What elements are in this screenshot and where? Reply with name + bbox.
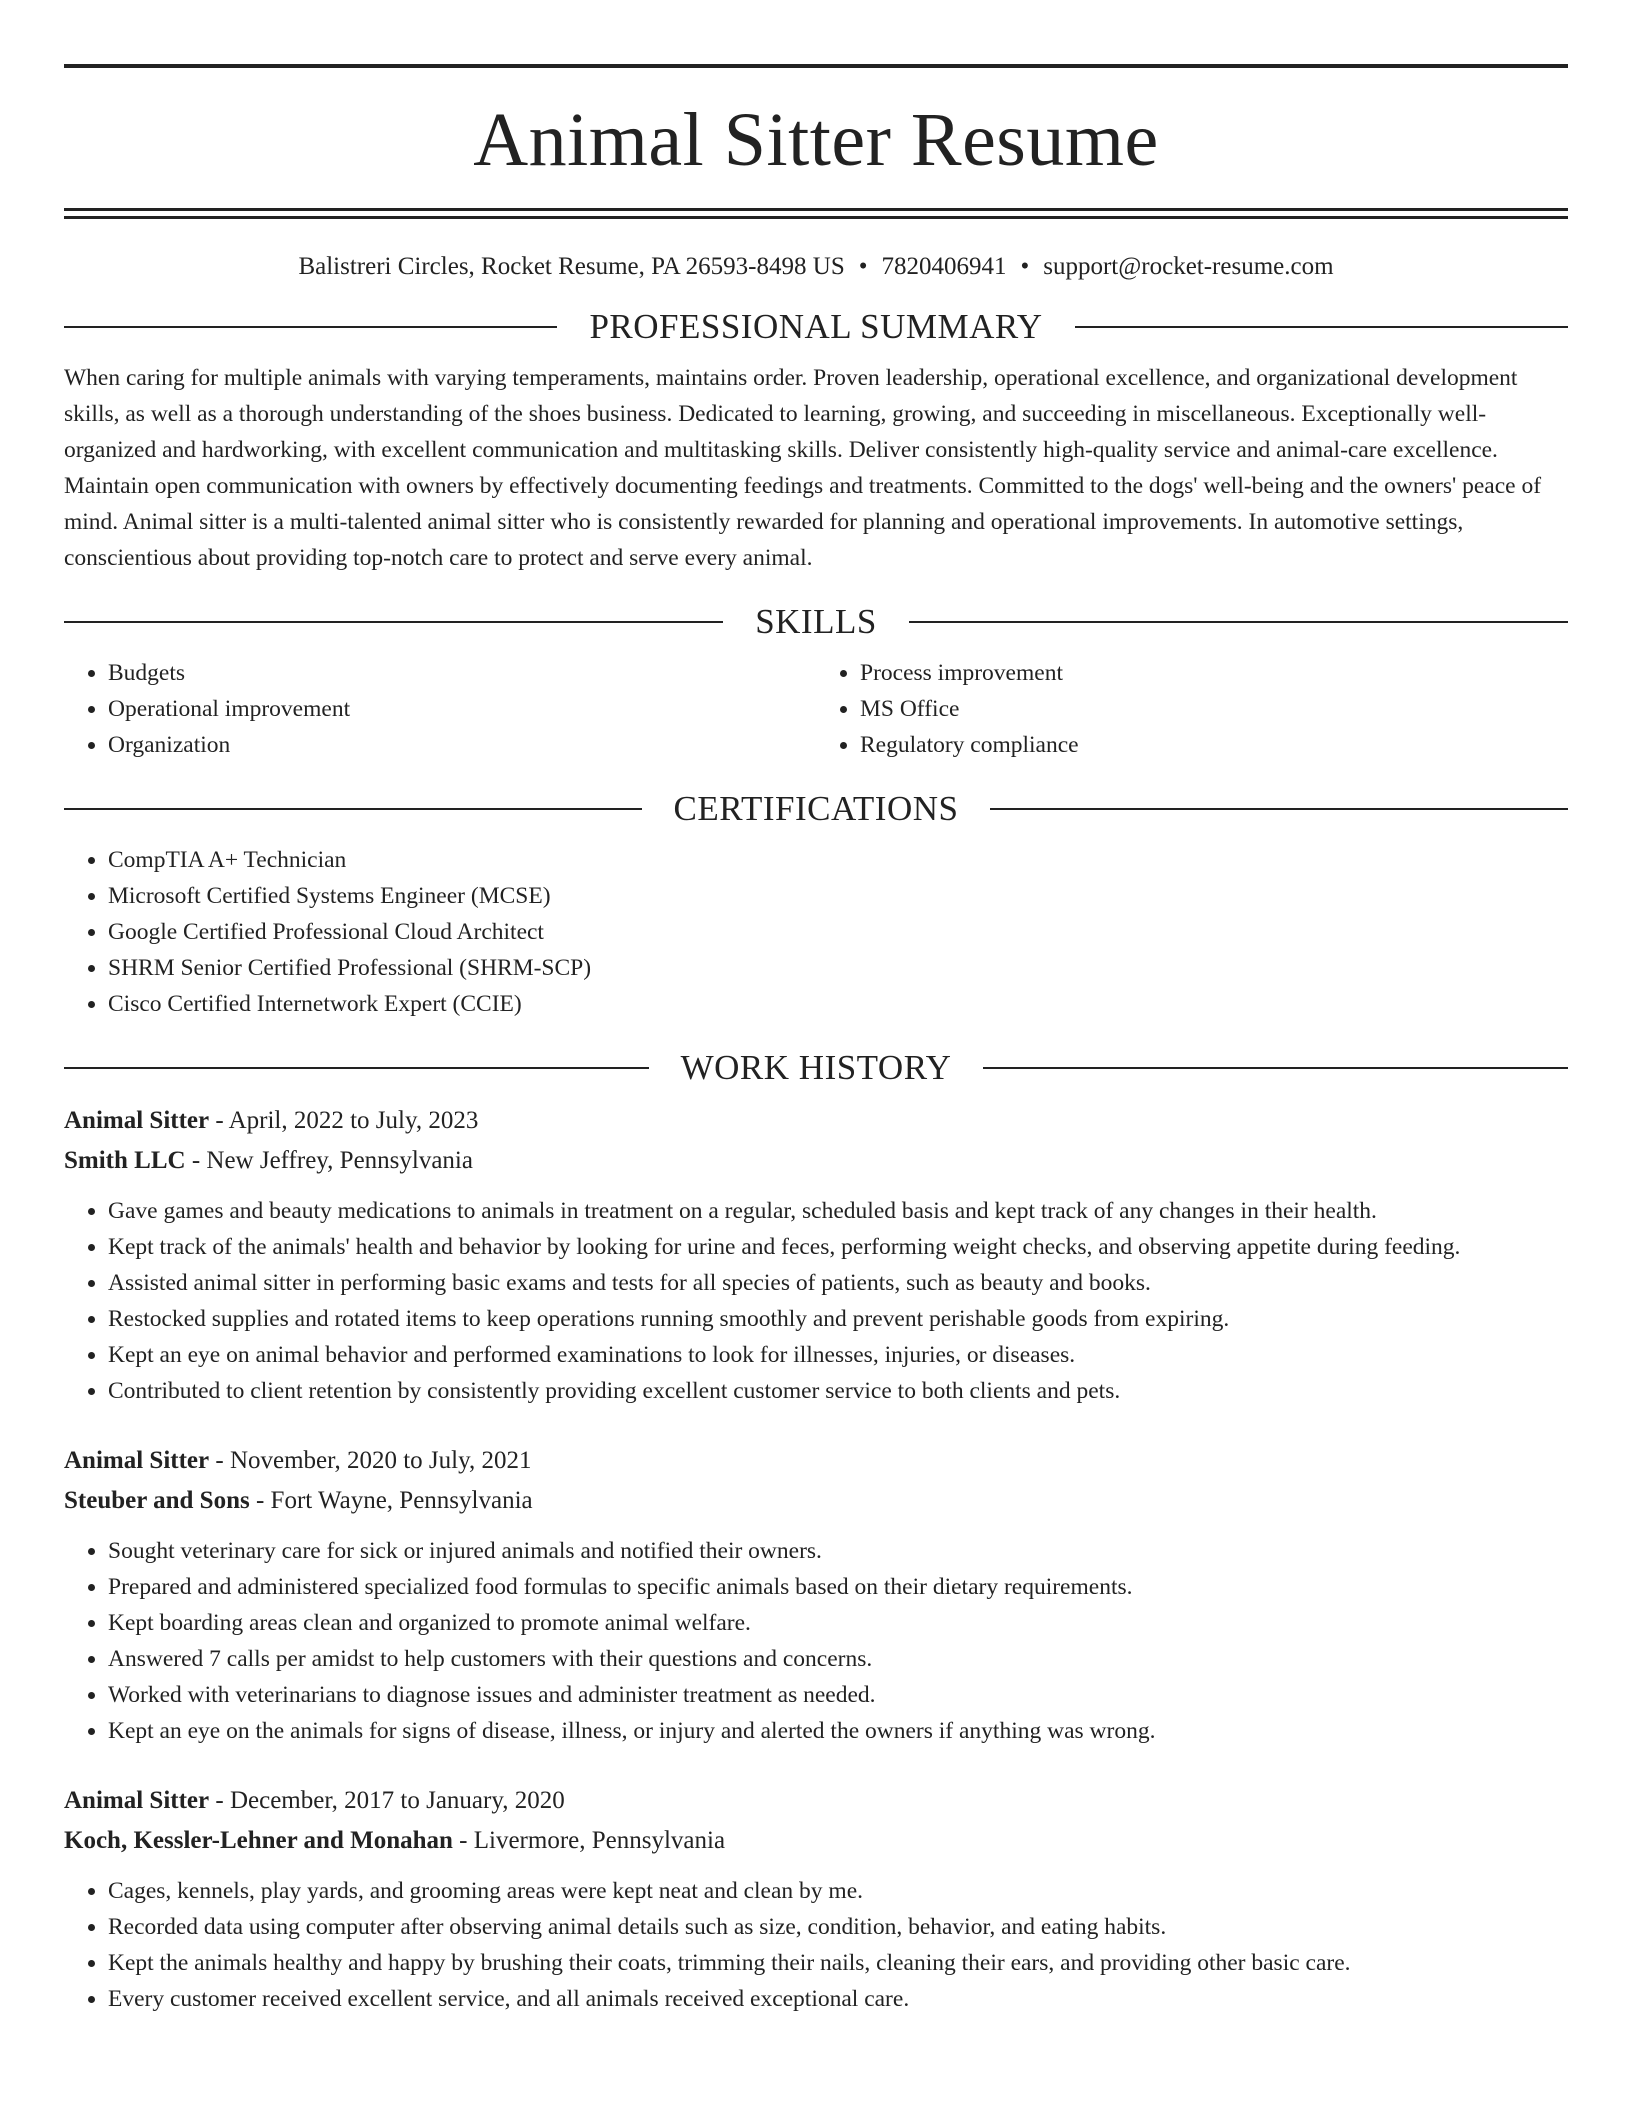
certification-item: • CompTIA A+ Technician xyxy=(108,842,1568,878)
job-bullet: • Cages, kennels, play yards, and grooming areas were kept neat and clean by me. xyxy=(108,1873,1568,1909)
job-location: - New Jeffrey, Pennsylvania xyxy=(191,1147,473,1174)
section-rule xyxy=(64,808,642,810)
job-bullet: • Every customer received excellent service, and all animals received exceptional care. xyxy=(108,1981,1568,2017)
job-bullet: • Restocked supplies and rotated items to keep operations running smoothly and prevent perishable goods from expiring. xyxy=(108,1301,1568,1337)
job-bullet: • Kept the animals healthy and happy by brushing their coats, trimming their nails, cleaning their ears, and providing other basic care. xyxy=(108,1945,1568,1981)
job-bullets xyxy=(64,1873,1568,2017)
certification-item: • Google Certified Professional Cloud Architect xyxy=(108,914,1568,950)
job-dates: - April, 2022 to July, 2023 xyxy=(215,1107,479,1134)
skill-item: • Operational improvement xyxy=(108,691,816,727)
job-bullet: • Sought veterinary care for sick or injured animals and notified their owners. xyxy=(108,1533,1568,1569)
section-header-certifications xyxy=(64,791,1568,826)
section-rule xyxy=(990,808,1568,810)
job-bullet: • Recorded data using computer after observing animal details such as size, condition, behavior, and eating habits. xyxy=(108,1909,1568,1945)
section-title-summary: PROFESSIONAL SUMMARY xyxy=(589,307,1043,346)
title-double-rule xyxy=(64,208,1568,219)
job-bullets xyxy=(64,1193,1568,1409)
certification-item: • SHRM Senior Certified Professional (SHRM-SCP) xyxy=(108,950,1568,986)
certification-item: • Cisco Certified Internetwork Expert (CCIE) xyxy=(108,986,1568,1022)
section-rule xyxy=(64,1067,649,1069)
skill-item: • Process improvement xyxy=(860,655,1568,691)
job-bullet: • Contributed to client retention by consistently providing excellent customer service to both clients and pets. xyxy=(108,1373,1568,1409)
page-title: Animal Sitter Resume xyxy=(473,98,1159,182)
section-title-certifications: CERTIFICATIONS xyxy=(673,789,959,828)
job-bullet: • Kept boarding areas clean and organized to promote animal welfare. xyxy=(108,1605,1568,1641)
job-bullets xyxy=(64,1533,1568,1749)
section-rule xyxy=(983,1067,1568,1069)
job-title: Animal Sitter xyxy=(64,1107,210,1134)
job-entry xyxy=(64,1441,1568,1749)
job-company-line xyxy=(64,1821,1568,1861)
job-title-line xyxy=(64,1781,1568,1821)
certification-item: • Microsoft Certified Systems Engineer (MCSE) xyxy=(108,878,1568,914)
job-title-line xyxy=(64,1441,1568,1481)
section-rule xyxy=(909,621,1568,623)
section-rule xyxy=(64,326,557,328)
contact-email: support@rocket-resume.com xyxy=(1043,253,1334,280)
section-header-summary xyxy=(64,309,1568,344)
job-bullet: • Assisted animal sitter in performing basic exams and tests for all species of patients, such as beauty and books. xyxy=(108,1265,1568,1301)
contact-separator: • xyxy=(1020,253,1030,280)
contact-line xyxy=(64,253,1568,281)
job-company-line xyxy=(64,1481,1568,1521)
skill-item: • MS Office xyxy=(860,691,1568,727)
job-title-line xyxy=(64,1101,1568,1141)
resume-page xyxy=(64,64,1568,2017)
contact-separator: • xyxy=(858,253,868,280)
section-title-skills: SKILLS xyxy=(755,602,877,641)
section-rule xyxy=(64,621,723,623)
skill-item: • Budgets xyxy=(108,655,816,691)
section-title-work: WORK HISTORY xyxy=(680,1048,952,1087)
job-location: - Livermore, Pennsylvania xyxy=(459,1827,726,1854)
job-company: Koch, Kessler-Lehner and Monahan xyxy=(64,1827,453,1854)
skills-column-left xyxy=(64,655,816,763)
section-header-work xyxy=(64,1050,1568,1085)
section-header-skills xyxy=(64,604,1568,639)
skill-item: • Regulatory compliance xyxy=(860,727,1568,763)
job-bullet: • Answered 7 calls per amidst to help customers with their questions and concerns. xyxy=(108,1641,1568,1677)
contact-address: Balistreri Circles, Rocket Resume, PA 26593-8498 US xyxy=(298,253,845,280)
skill-item: • Organization xyxy=(108,727,816,763)
skills-column-right xyxy=(816,655,1568,763)
job-company: Steuber and Sons xyxy=(64,1487,250,1514)
job-dates: - November, 2020 to July, 2021 xyxy=(215,1447,532,1474)
job-company-line xyxy=(64,1141,1568,1181)
job-title: Animal Sitter xyxy=(64,1787,210,1814)
contact-phone: 7820406941 xyxy=(881,253,1007,280)
job-company: Smith LLC xyxy=(64,1147,186,1174)
job-entry xyxy=(64,1781,1568,2017)
job-title: Animal Sitter xyxy=(64,1447,210,1474)
certifications-list xyxy=(64,842,1568,1022)
top-rule xyxy=(64,64,1568,68)
job-location: - Fort Wayne, Pennsylvania xyxy=(255,1487,533,1514)
job-dates: - December, 2017 to January, 2020 xyxy=(215,1787,565,1814)
summary-text: When caring for multiple animals with varying temperaments, maintains order. Proven leadership, operational excellence, and organizational development skills, as well as a thorough understanding of the shoes business. Dedicated to learning, growing, and succeeding in miscellaneous. Exceptionally well-organized and hardworking, with excellent communication and multitasking skills. Deliver consistently high-quality service and animal-care excellence. Maintain open communication with owners by effectively documenting feedings and treatments. Committed to the dogs' well-being and the owners' peace of mind. Animal sitter is a multi-talented animal sitter who is consistently rewarded for planning and operational improvements. In automotive settings, conscientious about providing top-notch care to protect and serve every animal. xyxy=(64,365,1542,571)
job-bullet: • Worked with veterinarians to diagnose issues and administer treatment as needed. xyxy=(108,1677,1568,1713)
job-bullet: • Prepared and administered specialized food formulas to specific animals based on their dietary requirements. xyxy=(108,1569,1568,1605)
skills-list xyxy=(64,655,1568,763)
job-bullet: • Kept an eye on the animals for signs of disease, illness, or injury and alerted the owners if anything was wrong. xyxy=(108,1713,1568,1749)
job-entry xyxy=(64,1101,1568,1409)
job-bullet: • Gave games and beauty medications to animals in treatment on a regular, scheduled basis and kept track of any changes in their health. xyxy=(108,1193,1568,1229)
job-bullet: • Kept track of the animals' health and behavior by looking for urine and feces, performing weight checks, and observing appetite during feeding. xyxy=(108,1229,1568,1265)
job-bullet: • Kept an eye on animal behavior and performed examinations to look for illnesses, injuries, or diseases. xyxy=(108,1337,1568,1373)
section-rule xyxy=(1075,326,1568,328)
